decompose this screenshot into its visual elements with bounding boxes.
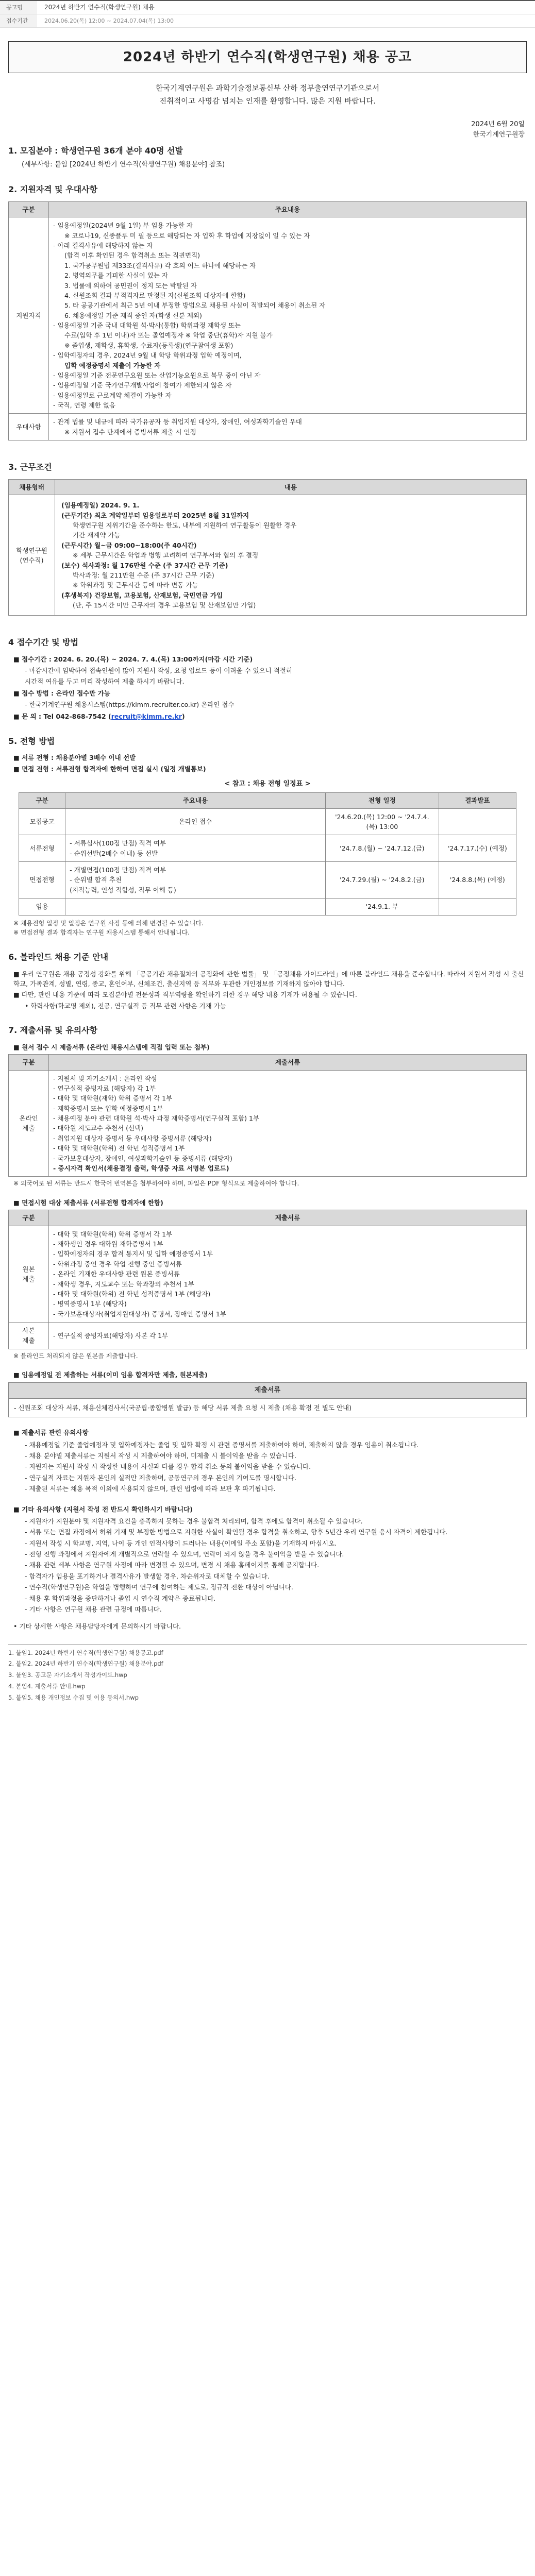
list-item: - 대학 및 대학원(재학) 학위 증명서 각 1부: [53, 1094, 173, 1103]
notice-date: 2024년 6월 20일: [471, 120, 525, 128]
list-item: (임용예정일) 2024. 9. 1.: [61, 501, 140, 510]
other-notes-heading: ■ 기타 유의사항 (지원서 작성 전 반드시 확인하시기 바랍니다): [13, 1505, 193, 1513]
note-line: - 한국기계연구원 채용시스템(https://kimm.recruiter.co.kr) 온라인 접수: [25, 700, 235, 708]
interview-docs-intro: ■ 면접시험 대상 제출서류 (서류전형 합격자에 한함): [13, 1198, 163, 1207]
other-notes-list: [13, 1516, 527, 1614]
table-cell: '24.9.1. 부: [325, 899, 439, 915]
list-item: - 연수직(학생연구원)은 학업을 병행하며 연구에 참여하는 제도로, 정규직 전환 대상이 아닙니다.: [25, 1583, 293, 1591]
list-item: - 채용예정 분야 관련 대학원 석·박사 과정 재학증명서(연구실적 포함) 1부: [53, 1114, 260, 1123]
preference-list: [49, 414, 527, 440]
list-item: - 기타 사항은 연구원 채용 관련 규정에 따릅니다.: [25, 1605, 162, 1613]
copy-docs-list: [49, 1323, 527, 1349]
list-item: - 합격자가 임용을 포기하거나 결격사유가 발생할 경우, 차순위자로 대체할 수 있습니다.: [25, 1572, 270, 1580]
list-item: 1. 국가공무원법 제33조(결격사유) 각 호의 어느 하나에 해당하는 자: [64, 261, 256, 269]
attachments: [8, 1644, 527, 1703]
note-line: - 마감시간에 임박하여 접속인원이 많아 지원서 작성, 요청 업로드 등이 어려울 수 있으니 적절히: [25, 666, 292, 674]
online-docs-list: [49, 1070, 527, 1177]
attachment-link[interactable]: 1. 붙임1. 2024년 하반기 연수직(학생연구원) 채용공고.pdf: [8, 1649, 163, 1656]
note-line: ※ 면접전형 결과 합격자는 연구원 채용시스템 통해서 안내됩니다.: [13, 929, 190, 937]
warnings-heading: ■ 제출서류 관련 유의사항: [13, 1429, 89, 1437]
section-5-heading: 5. 전형 방법: [8, 736, 55, 746]
list-item: 2. 병역의무를 기피한 사실이 있는 자: [64, 272, 168, 280]
blind-paragraph: ■ 다만, 관련 내용 기준에 따라 모집분야별 전문성과 직무역량을 확인하기 위한 경우 해당 내용 기재가 허용될 수 있습니다.: [13, 991, 357, 999]
notice-body: [0, 28, 535, 1725]
notice-meta: [0, 0, 535, 28]
screening-line: ■ 면접 전형 : 서류전형 합격자에 한하여 면접 실시 (일정 개별통보): [13, 765, 206, 773]
application-info: [13, 654, 527, 721]
list-item: - 국적, 연령 제한 없음: [53, 401, 115, 410]
meta-period-label: 접수기간: [0, 14, 37, 27]
table-cell: 면접전형: [19, 862, 65, 899]
list-item: - 제출된 서류는 채용 목적 이외에 사용되지 않으며, 관련 법령에 따라 보관 후 파기됩니다.: [25, 1485, 276, 1493]
application-period: ■ 접수기간 : 2024. 6. 20.(목) ~ 2024. 7. 4.(목) 13:00까지(마감 시간 기준): [13, 655, 253, 664]
org-name: 한국기계연구원장: [473, 131, 525, 139]
section-1-heading: 1. 모집분야 : 학생연구원 36개 분야 40명 선발: [8, 146, 183, 156]
date-signature: [8, 120, 527, 141]
table-cell: [439, 808, 516, 835]
table-header: 전형 일정: [325, 793, 439, 808]
final-note: • 기타 상세한 사항은 채용담당자에게 문의하시기 바랍니다.: [13, 1622, 181, 1631]
list-item: - 채용 관련 세부 사항은 연구원 사정에 따라 변경될 수 있으며, 변경 시 채용 홈페이지를 통해 공지합니다.: [25, 1561, 320, 1569]
row-label: 지원자격: [9, 217, 49, 414]
list-item: - 전형 진행 과정에서 지원자에게 개별적으로 연락할 수 있으며, 연락이 되지 않을 경우 불이익을 받을 수 있습니다.: [25, 1550, 344, 1558]
row-label: 원본 제출: [9, 1226, 49, 1322]
screening-line: ■ 서류 전형 : 채용분야별 3배수 이내 선발: [13, 754, 136, 762]
table-header: 구분: [9, 201, 49, 217]
list-item: 박사과정: 월 211만원 수준 (주 37시간 근무 기준): [73, 571, 214, 579]
section-2-heading: 2. 지원자격 및 우대사항: [8, 184, 98, 195]
box-header: 제출서류: [8, 1382, 527, 1399]
contact-suffix: ): [181, 713, 185, 721]
table-row: [19, 899, 516, 915]
list-item: (근무기간) 최초 계약일부터 임용일로부터 2025년 8월 31일까지: [61, 511, 249, 519]
table-cell: 서류전형: [19, 835, 65, 862]
list-item: - 입학예정자의 경우 합격 통지서 및 입학 예정증명서 1부: [53, 1250, 213, 1258]
row-label: 우대사항: [9, 414, 49, 440]
blind-paragraph: • 학력사항(학교명 제외), 전공, 연구실적 등 직무 관련 사항은 기재 가능: [25, 1002, 226, 1010]
meta-row-period: [0, 14, 535, 28]
table-row: [19, 808, 516, 835]
warnings-list: [13, 1440, 527, 1494]
note-line: 시간적 여유를 두고 미리 작성하여 제출 하시기 바랍니다.: [25, 677, 185, 685]
list-item: - 임용예정일 기준 국내 대학원 석·박사(통합) 학위과정 재학생 또는: [53, 321, 241, 330]
online-docs-table: [8, 1054, 527, 1177]
list-item: - 채용예정일 기준 졸업예정자 및 입학예정자는 졸업 및 입학 확정 시 관련 증명서를 제출하여야 하며, 제출하지 않을 경우 임용이 취소됩니다.: [25, 1440, 419, 1449]
list-item: ※ 세부 근무시간은 학업과 병행 고려하여 연구부서와 협의 후 결정: [73, 551, 259, 560]
table-cell: - 개별면접(100점 만점) 적격 여부 - 순위별 합격 추천 (지적능력, 인성 적합성, 직무 이해 등): [65, 862, 326, 899]
box-body: - 신원조회 대상자 서류, 채용신체검사서(국공립·종합병원 발급) 등 해당 서류 제출 요청 시 제출 (채용 확정 전 별도 안내): [8, 1399, 527, 1417]
table-cell: '24.8.8.(목) (예정): [439, 862, 516, 899]
list-item: - 연구실적 증빙자료(해당자) 사본 각 1부: [53, 1331, 169, 1340]
table-header: 구분: [9, 1210, 49, 1226]
table-header: 내용: [55, 479, 527, 495]
schedule-table: [19, 792, 516, 915]
interview-docs-table: [8, 1210, 527, 1349]
online-docs-note: ※ 외국어로 된 서류는 반드시 한국어 번역본을 첨부하여야 하며, 파일은 PDF 형식으로 제출하여야 합니다.: [13, 1180, 299, 1188]
table-cell: '24.7.29.(월) ~ '24.8.2.(금): [325, 862, 439, 899]
table-cell: [65, 899, 326, 915]
note-line: ※ 채용전형 일정 및 일정은 연구원 사정 등에 의해 변경될 수 있습니다.: [13, 919, 204, 927]
table-cell: 온라인 접수: [65, 808, 326, 835]
list-item: - 국가보훈대상자(취업지원대상자) 증명서, 장애인 증명서 1부: [53, 1310, 226, 1318]
list-item: 입학 예정증명서 제출이 가능한 자: [64, 361, 161, 369]
list-item: - 지원자가 지원분야 및 지원자격 요건을 충족하지 못하는 경우 불합격 처리되며, 합격 후에도 합격이 취소될 수 있습니다.: [25, 1517, 363, 1525]
list-item: - 지원서 작성 시 학교명, 지역, 나이 등 개인 인적사항이 드러나는 내용(이메일 주소 포함)을 기재하지 마십시오.: [25, 1539, 337, 1547]
list-item: ※ 졸업생, 재학생, 휴학생, 수료자(등록생)(연구참여생 포함): [64, 341, 233, 349]
list-item: (후생복지) 건강보험, 고용보험, 산재보험, 국민연금 가입: [61, 591, 223, 599]
table-header: 채용형태: [9, 479, 55, 495]
list-item: - 연구실적 증빙자료 (해당자) 각 1부: [53, 1084, 156, 1092]
list-item: - 채용 분야별 제출서류는 지원서 작성 시 제출하여야 하며, 미제출 시 불이익을 받을 수 있습니다.: [25, 1452, 296, 1460]
qualification-table: [8, 201, 527, 440]
interview-docs-note: ※ 블라인드 처리되지 않은 원본을 제출합니다.: [13, 1352, 138, 1360]
list-item: - 지원자는 지원서 작성 시 작성한 내용이 사실과 다를 경우 합격 취소 등의 불이익을 받을 수 있습니다.: [25, 1463, 311, 1471]
list-item: - 관계 법률 및 내규에 따라 국가유공자 등 취업지원 대상자, 장애인, 여성과학기술인 우대: [53, 418, 302, 426]
list-item: ※ 코로나19, 신종플루 미 필 등으로 해당되는 자 입학 후 학업에 지장없이 일 수 있는 자: [64, 231, 310, 240]
table-cell: '24.7.8.(월) ~ '24.7.12.(금): [325, 835, 439, 862]
table-cell: 모집공고: [19, 808, 65, 835]
table-header: 주요내용: [49, 201, 527, 217]
table-header: 구분: [19, 793, 65, 808]
list-item: 5. 타 공공기관에서 최근 5년 이내 부정한 방법으로 채용된 사실이 적발되어 채용이 취소된 자: [64, 301, 326, 310]
contact-email-link[interactable]: recruit@kimm.re.kr: [111, 713, 182, 721]
table-cell: '24.6.20.(목) 12:00 ~ '24.7.4.(목) 13:00: [325, 808, 439, 835]
list-item: 학생연구원 지위기간을 준수하는 한도, 내부에 지원하여 연구활동이 원활한 경우: [73, 521, 297, 530]
conditions-table: [8, 479, 527, 616]
list-item: - 아래 결격사유에 해당하지 않는 자: [53, 242, 153, 250]
list-item: - 입학예정자의 경우, 2024년 9월 내 학당 학위과정 입학 예정이며,: [53, 351, 242, 360]
table-row: [19, 835, 516, 862]
screening-info: [13, 753, 527, 774]
meta-title-value: 2024년 하반기 연수직(학생연구원) 채용: [44, 4, 155, 11]
table-cell: '24.7.17.(수) (예정): [439, 835, 516, 862]
table-row: [19, 862, 516, 899]
list-item: - 대학원 지도교수 추천서 (선택): [53, 1124, 144, 1132]
list-item: - 임용예정일(2024년 9월 1일) 부 임용 가능한 자: [53, 222, 193, 230]
table-cell: [439, 899, 516, 915]
schedule-notes: [8, 919, 527, 938]
list-item: - 임용예정일로 근로계약 체결이 가능한 자: [53, 391, 172, 399]
list-item: 4. 신원조회 결과 부적격자로 판정된 자(신원조회 대상자에 한함): [64, 291, 246, 299]
list-item: (보수) 석사과정: 월 176만원 수준 (주 37시간 근무 기준): [61, 561, 228, 569]
section-4-heading: 4 접수기간 및 방법: [8, 637, 79, 648]
section-7-heading: 7. 제출서류 및 유의사항: [8, 1025, 98, 1036]
list-item: ※ 지원서 접수 단계에서 증빙서류 제출 시 인정: [64, 428, 196, 436]
attachment-link[interactable]: 3. 붙임3. 공고문 자기소개서 작성가이드.hwp: [8, 1671, 127, 1679]
meta-period-value: 2024.06.20(목) 12:00 ~ 2024.07.04(목) 13:00: [44, 17, 174, 24]
table-header: 결과발표: [439, 793, 516, 808]
row-label: 학생연구원 (연수직): [9, 495, 55, 616]
list-item: - 대학 및 대학원(학위) 전 학년 성적증명서 1부: [53, 1144, 185, 1153]
list-item: - 임용예정일 기준 국가연구개발사업에 참여가 제한되지 않은 자: [53, 381, 232, 389]
list-item: 수료(입학 후 1년 이내)자 또는 졸업예정자 ※ 학업 중단(휴학)자 지원 불가: [64, 331, 273, 340]
docs-intro: ■ 원서 접수 시 제출서류 (온라인 채용시스템에 직접 입력 또는 첨부): [13, 1043, 210, 1051]
meta-title-label: 공고명: [0, 1, 37, 14]
row-label: 온라인 제출: [9, 1070, 49, 1177]
table-header: 제출서류: [49, 1210, 527, 1226]
list-item: (근무시간) 월~금 09:00~18:00(주 40시간): [61, 541, 197, 549]
intro-text: [8, 82, 527, 108]
list-item: - 국가보훈대상자, 장애인, 여성과학기술인 등 증빙서류 (해당자): [53, 1154, 232, 1162]
list-item: - 대학 및 대학원(학위) 학위 증명서 각 1부: [53, 1230, 173, 1238]
table-header: 주요내용: [65, 793, 326, 808]
list-item: - 학위과정 중인 경우 학업 진행 중인 증빙서류: [53, 1260, 182, 1268]
contact-prefix: ■ 문 의 : Tel 042-868-7542 (: [13, 713, 111, 721]
application-method: ■ 접수 방법 : 온라인 접수만 가능: [13, 689, 110, 698]
list-item: - 증시자격 확인서(채용결정 출력, 학생증 자료 서명본 업로드): [53, 1164, 229, 1172]
list-item: - 재학생인 경우 대학원 재학증명서 1부: [53, 1240, 163, 1248]
notice-title: 2024년 하반기 연수직(학생연구원) 채용 공고: [8, 41, 527, 73]
blind-paragraph: ■ 우리 연구원은 채용 공정성 강화를 위해 「공공기관 채용절차의 공정화에 관한 법률」 및 「공정채용 가이드라인」에 따른 블라인드 채용을 준수합니다. 따라서 지원서 작성 시 출신학교, 가족관계, 성별, 연령, 종교, 혼인여부, 신체조건, 출신지역 등 직무와 무관한 개인정보를 기재하지 않아야 합니다.: [13, 970, 524, 988]
intro-line: 진취적이고 사명감 넘치는 인재를 환영합니다. 많은 지원 바랍니다.: [159, 97, 376, 106]
meta-row-title: [0, 1, 535, 14]
table-cell: 임용: [19, 899, 65, 915]
list-item: 6. 채용예정일 기준 재직 중인 자(학생 신분 제외): [64, 311, 202, 319]
list-item: - 온라인 기재한 우대사항 관련 원본 증빙서류: [53, 1270, 180, 1278]
section-6-heading: 6. 블라인드 채용 기준 안내: [8, 952, 109, 962]
table-header: 구분: [9, 1055, 49, 1070]
section-1-detail: (세부사항: 붙임 [2024년 하반기 연수직(학생연구원) 채용분야] 참조): [22, 160, 225, 168]
list-item: - 연구실적 자료는 지원자 본인의 실적만 제출하며, 공동연구의 경우 본인의 기여도를 명시합니다.: [25, 1473, 297, 1482]
pre-hire-docs-intro: ■ 임용예정일 전 제출하는 서류(이미 임용 합격자만 제출, 원본제출): [13, 1371, 208, 1379]
list-item: - 재학생 경우, 지도교수 또는 학과장의 추천서 1부: [53, 1280, 194, 1288]
list-item: - 채용 후 학위과정을 중단하거나 졸업 시 연수직 계약은 종료됩니다.: [25, 1594, 216, 1602]
blind-info: [13, 969, 527, 1011]
attachment-link[interactable]: 4. 붙임4. 제출서류 안내.hwp: [8, 1683, 86, 1690]
list-item: - 임용예정일 기준 전문연구요원 또는 산업기능요원으로 복무 중이 아닌 자: [53, 371, 261, 379]
list-item: - 대학 및 대학원(학위) 전 학년 성적증명서 1부 (해당자): [53, 1290, 211, 1298]
list-item: - 서류 또는 면접 과정에서 허위 기재 및 부정한 방법으로 지원한 사실이 확인될 경우 합격을 취소하고, 향후 5년간 우리 연구원 응시 자격이 제한됩니다.: [25, 1528, 448, 1536]
list-item: - 재학증명서 또는 입학 예정증명서 1부: [53, 1104, 163, 1112]
table-cell: - 서류심사(100점 만점) 적격 여부 - 순위선발(2배수 이내) 등 선발: [65, 835, 326, 862]
interview-docs-list: [49, 1226, 527, 1322]
intro-line: 한국기계연구원은 과학기술정보통신부 산하 정부출연연구기관으로서: [155, 84, 380, 93]
list-item: ※ 학위과정 및 근무시간 등에 따라 변동 가능: [73, 581, 198, 589]
table-header: 제출서류: [49, 1055, 527, 1070]
contact-line: [13, 711, 527, 721]
schedule-title: < 참고 : 채용 전형 일정표 >: [224, 780, 311, 788]
list-item: - 지원서 및 자기소개서 : 온라인 작성: [53, 1074, 157, 1082]
list-item: - 취업지원 대상자 증명서 등 우대사항 증빙서류 (해당자): [53, 1134, 212, 1142]
section-3-heading: 3. 근무조건: [8, 462, 52, 472]
row-label: 사본 제출: [9, 1323, 49, 1349]
pre-hire-docs-box: [8, 1382, 527, 1418]
list-item: - 병역증명서 1부 (해당자): [53, 1300, 127, 1308]
list-item: 기간 재계약 가능: [73, 531, 121, 539]
qualification-list: [49, 217, 527, 414]
attachment-link[interactable]: 5. 붙임5. 채용 개인정보 수집 및 이용 동의서.hwp: [8, 1693, 139, 1701]
list-item: (합격 이후 확인된 경우 합격취소 또는 직권면직): [64, 251, 200, 260]
list-item: (단, 주 15시간 미만 근무자의 경우 고용보험 및 산재보험만 가입): [73, 601, 256, 609]
attachment-link[interactable]: 2. 붙임2. 2024년 하반기 연수직(학생연구원) 채용분야.pdf: [8, 1660, 163, 1668]
conditions-list: [55, 495, 527, 616]
list-item: 3. 법률에 의하여 공민권이 정지 또는 박탈된 자: [64, 281, 197, 290]
